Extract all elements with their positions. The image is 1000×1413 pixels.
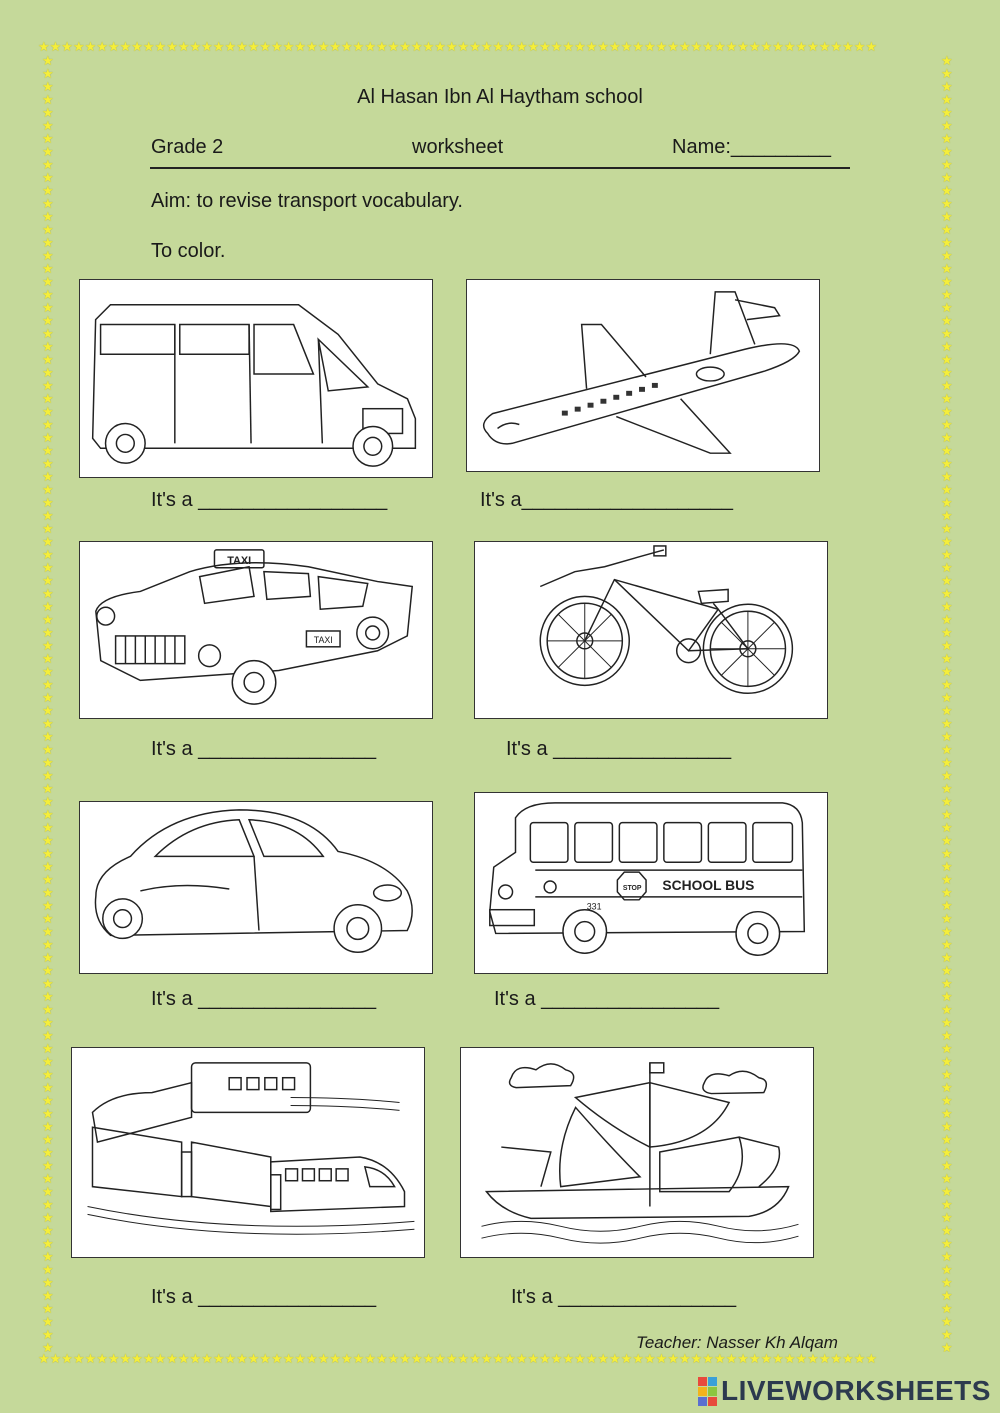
answer-line-6[interactable]: It's a ________________ <box>494 988 720 1010</box>
liveworksheets-logo-text: LIVEWORKSHEETS <box>721 1375 991 1406</box>
school-bus-title: SCHOOL BUS <box>662 876 755 893</box>
van-picture <box>79 279 433 478</box>
star-border-bottom: ★★★★★★★★★★★★★★★★★★★★★★★★★★★★★★★★★★★★★★★★★★★★★★★★★★★★★★★★★★★★★★★★★★★★★★★★ <box>38 1352 878 1365</box>
answer-line-2[interactable]: It's a___________________ <box>480 489 733 511</box>
taxi-sign-label: TAXI <box>227 554 252 567</box>
star-border-left: ★★★★★★★★★★★★★★★★★★★★★★★★★★★★★★★★★★★★★★★★★★★★★★★★★★★★★★★★★★★★★★★★★★★★★★★★★★★★★★★★★★★★★★★★★★★★★★★★★★★★ <box>42 54 54 1352</box>
answer-line-4[interactable]: It's a ________________ <box>506 738 732 760</box>
instruction-text: To color. <box>151 240 226 262</box>
star-border-top: ★★★★★★★★★★★★★★★★★★★★★★★★★★★★★★★★★★★★★★★★★★★★★★★★★★★★★★★★★★★★★★★★★★★★★★★★ <box>38 40 878 53</box>
liveworksheets-logo-icon <box>698 1377 717 1406</box>
answer-line-8[interactable]: It's a ________________ <box>511 1286 737 1308</box>
name-field[interactable]: Name:_________ <box>672 136 832 158</box>
aim-text: Aim: to revise transport vocabulary. <box>151 190 463 212</box>
bus-stop-sign: STOP <box>622 884 642 892</box>
answer-line-1[interactable]: It's a _________________ <box>151 489 388 511</box>
bicycle-picture <box>474 541 828 719</box>
bus-number: 331 <box>586 901 602 912</box>
grade-label: Grade 2 <box>151 136 224 158</box>
taxi-picture <box>79 541 433 719</box>
star-border-right: ★★★★★★★★★★★★★★★★★★★★★★★★★★★★★★★★★★★★★★★★★★★★★★★★★★★★★★★★★★★★★★★★★★★★★★★★★★★★★★★★★★★★★★★★★★★★★★★★★★★★ <box>941 54 953 1352</box>
school-bus-picture <box>474 792 828 974</box>
train-picture <box>71 1047 425 1258</box>
header-underline <box>150 167 850 169</box>
teacher-credit: Teacher: Nasser Kh Alqam <box>636 1333 838 1352</box>
school-title: Al Hasan Ibn Al Haytham school <box>357 86 643 108</box>
answer-line-5[interactable]: It's a ________________ <box>151 988 377 1010</box>
answer-line-3[interactable]: It's a ________________ <box>151 738 377 760</box>
liveworksheets-logo[interactable] <box>698 1376 991 1406</box>
answer-line-7[interactable]: It's a ________________ <box>151 1286 377 1308</box>
taxi-door-label: TAXI <box>313 634 333 645</box>
airplane-picture <box>466 279 820 472</box>
worksheet-label: worksheet <box>412 136 504 158</box>
car-picture <box>79 801 433 974</box>
ship-picture <box>460 1047 814 1258</box>
